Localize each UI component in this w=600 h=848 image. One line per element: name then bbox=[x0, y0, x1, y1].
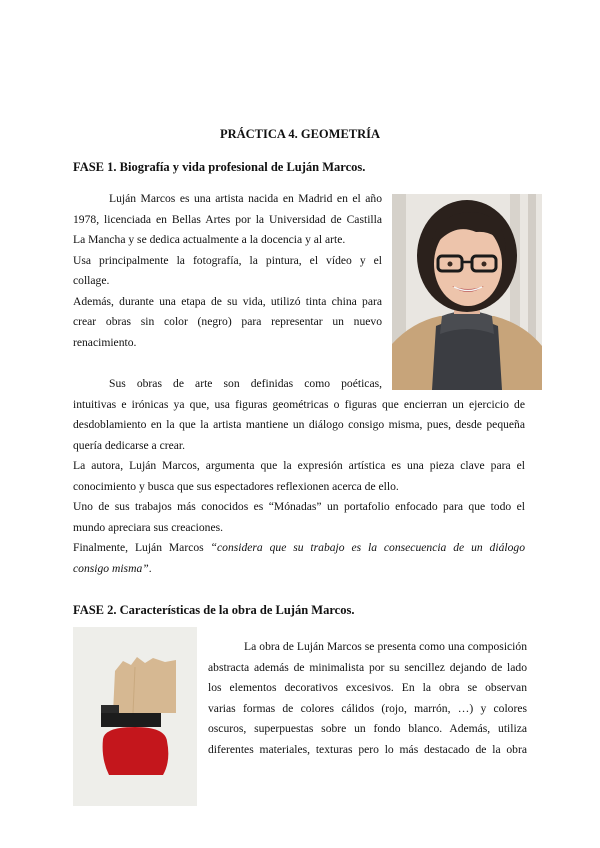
text-line: quería dedicarse a crear. bbox=[73, 438, 185, 452]
text-line: oscuros, superpuestas sobre un fondo blanco. Además, utiliza bbox=[208, 722, 527, 735]
text-line: renacimiento. bbox=[73, 335, 137, 349]
art-kraft-shape bbox=[113, 657, 176, 713]
phase2-paragraph bbox=[208, 637, 527, 760]
text-line: mundo apreciara sus creaciones. bbox=[73, 520, 224, 534]
text-line: La Mancha y se dedica actualmente a la docencia y al arte. bbox=[73, 233, 346, 246]
page-title: PRÁCTICA 4. GEOMETRÍA bbox=[219, 127, 381, 141]
text-line-with-quote bbox=[73, 559, 525, 580]
quote-period: . bbox=[148, 561, 152, 575]
text-line: conocimiento y busca que sus espectadores reflexionen acerca de ello. bbox=[73, 479, 399, 493]
phase1-heading: FASE 1. Biografía y vida profesional de Luján Marcos. bbox=[73, 160, 366, 174]
artist-quote-end: consigo misma” bbox=[73, 561, 149, 575]
text-line: desdoblamiento en la que la artista mantiene un diálogo consigo misma, pues, desde pequeña bbox=[73, 418, 525, 431]
text-line: varias formas de colores cálidos (rojo, marrón, …) y colores bbox=[208, 701, 527, 715]
text-line: La obra de Luján Marcos se presenta como una composición bbox=[244, 640, 527, 653]
quote-intro: Finalmente, Luján Marcos bbox=[73, 541, 211, 554]
text-line: Usa principalmente la fotografía, la pintura, el vídeo y el bbox=[73, 253, 382, 267]
text-line: Uno de sus trabajos más conocidos es “Mónadas” un portafolio enfocado para que todo el bbox=[73, 500, 525, 513]
phase1-bio-paragraphs bbox=[73, 189, 382, 353]
artwork-image bbox=[73, 627, 197, 806]
artist-quote: “considera que su trabajo es la consecuencia de un diálogo bbox=[210, 541, 525, 554]
text-line-with-quote bbox=[73, 538, 525, 559]
phase1-works-paragraphs bbox=[73, 374, 525, 579]
text-line: abstracta además de minimalista por su sencillez dejando de lado bbox=[208, 660, 527, 674]
artist-portrait-photo bbox=[392, 194, 542, 390]
text-line: crear obras sin color (negro) para representar un nuevo bbox=[73, 315, 382, 328]
art-black-band bbox=[101, 713, 161, 727]
text-line: Sus obras de arte son definidas como poéticas, bbox=[109, 377, 382, 390]
text-line: collage. bbox=[73, 274, 110, 287]
text-line: intuitivas e irónicas ya que, usa figuras geométricas o figuras que encierran un ejercicio de bbox=[73, 397, 525, 411]
text-line: los elementos decorativos excesivos. En la obra se observan bbox=[208, 681, 527, 694]
text-line: diferentes materiales, texturas pero lo más destacado de la obra bbox=[208, 742, 527, 756]
text-line: Además, durante una etapa de su vida, utilizó tinta china para bbox=[73, 294, 382, 308]
text-line: 1978, licenciada en Bellas Artes por la Universidad de Castilla bbox=[73, 212, 382, 226]
phase2-heading: FASE 2. Características de la obra de Luján Marcos. bbox=[73, 603, 355, 617]
text-line: Luján Marcos es una artista nacida en Madrid en el año bbox=[109, 192, 382, 205]
text-line: La autora, Luján Marcos, argumenta que la expresión artística es una pieza clave para el bbox=[73, 459, 525, 472]
art-red-shape bbox=[103, 727, 169, 775]
